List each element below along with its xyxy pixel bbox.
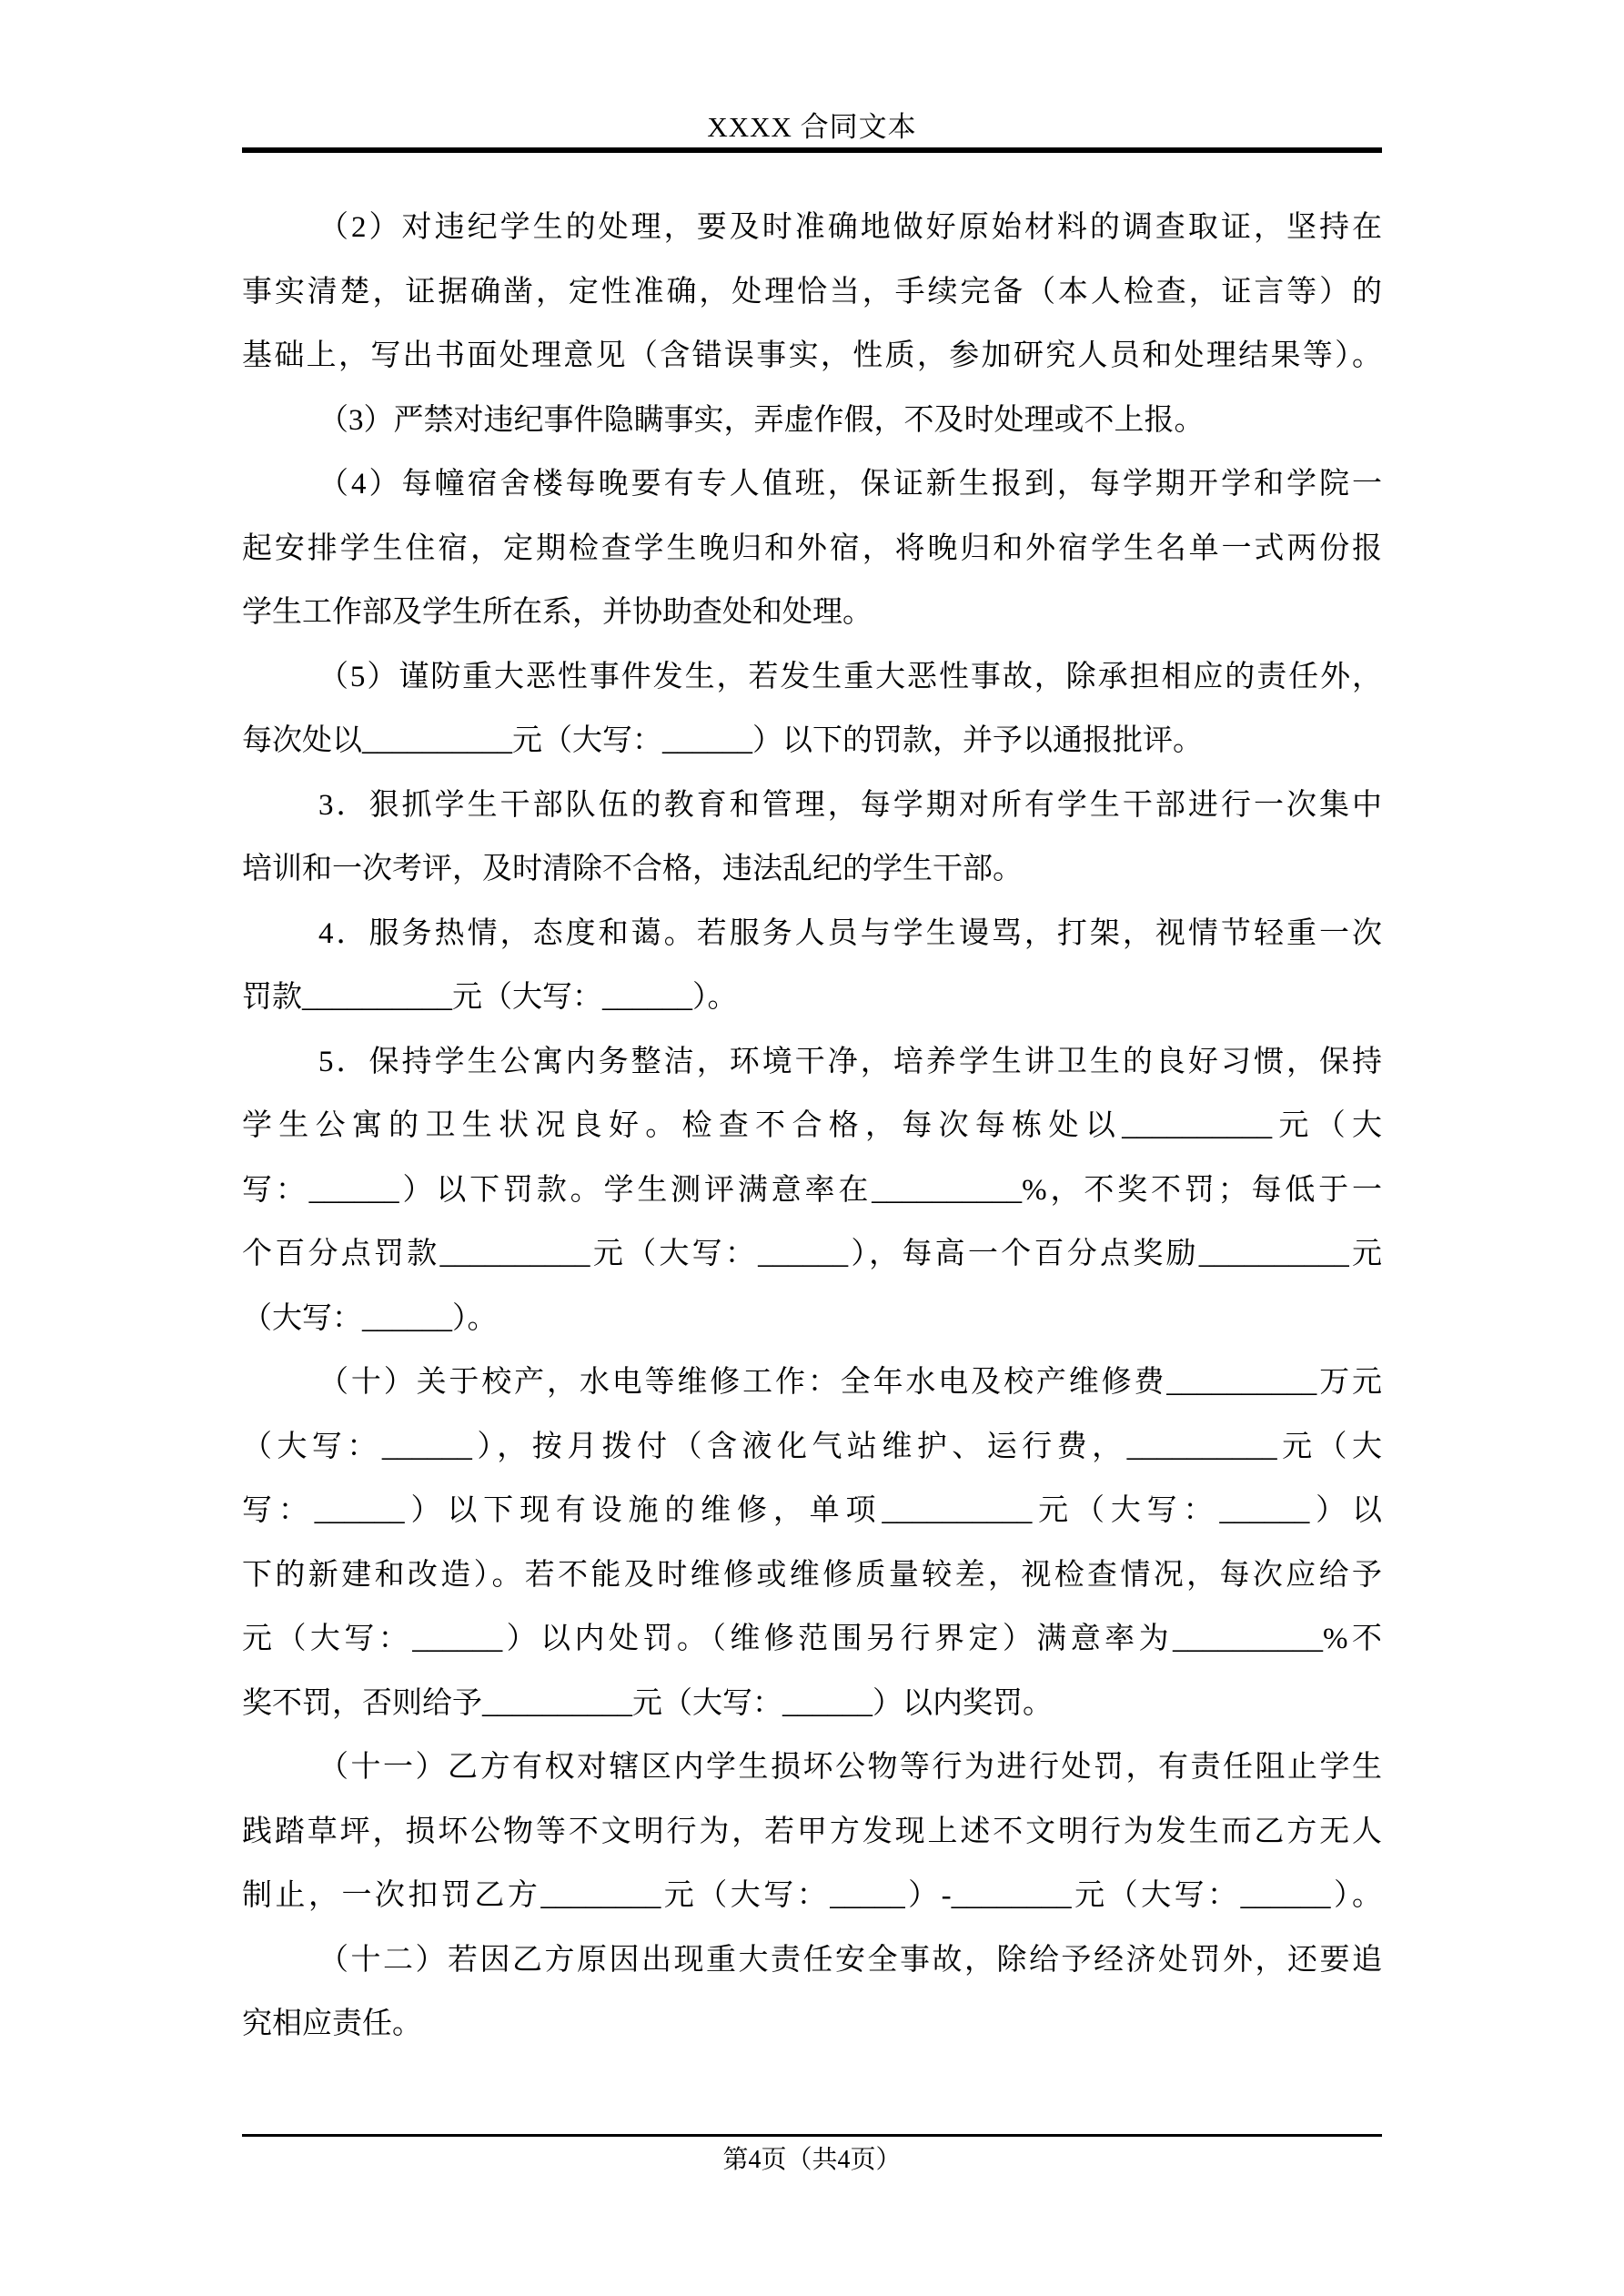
- text-line: 学生公寓的卫生状况良好。检查不合格，每次每栋处以__________元（大: [242, 1109, 1382, 1142]
- text-line: 事实清楚，证据确凿，定性准确，处理恰当，手续完备（本人检查，证言等）的: [242, 275, 1382, 308]
- text-line: 罚款__________元（大写：______）。: [242, 981, 738, 1014]
- text-line: （5）谨防重大恶性事件发生，若发生重大恶性事故，除承担相应的责任外，: [318, 660, 1382, 693]
- text-line: 元（大写：______）以内处罚。（维修范围另行界定）满意率为__________%不: [242, 1623, 1382, 1655]
- text-line: 每次处以__________元（大写：______）以下的罚款，并予以通报批评。: [242, 724, 1203, 757]
- text-line: 奖不罚，否则给予__________元（大写：______）以内奖罚。: [242, 1686, 1053, 1720]
- text-line: （大写：______），按月拨付（含液化气站维护、运行费，__________元（大: [242, 1430, 1382, 1463]
- text-line: 制止，一次扣罚乙方________元（大写：_____）-________元（大写：______）。: [242, 1879, 1382, 1912]
- text-line: 学生工作部及学生所在系，并协助查处和处理。: [242, 596, 873, 629]
- text-line: 个百分点罚款__________元（大写：______），每高一个百分点奖励__________元: [242, 1238, 1382, 1270]
- document-title: XXXX 合同文本: [707, 111, 917, 143]
- text-line: （3）严禁对违纪事件隐瞒事实，弄虚作假，不及时处理或不上报。: [318, 403, 1205, 437]
- text-line: 4．服务热情，态度和蔼。若服务人员与学生谩骂，打架，视情节轻重一次: [318, 916, 1382, 950]
- text-line: （4）每幢宿舍楼每晚要有专人值班，保证新生报到，每学期开学和学院一: [318, 468, 1382, 501]
- footer-rule: [242, 2134, 1382, 2137]
- text-line: 5．保持学生公寓内务整洁，环境干净，培养学生讲卫生的良好习惯，保持: [318, 1045, 1382, 1078]
- text-line: （十）关于校产，水电等维修工作：全年水电及校产维修费__________万元: [318, 1366, 1382, 1399]
- text-line: （十一）乙方有权对辖区内学生损坏公物等行为进行处罚，有责任阻止学生: [318, 1751, 1382, 1784]
- text-line: 起安排学生住宿，定期检查学生晚归和外宿，将晚归和外宿学生名单一式两份报: [242, 531, 1382, 565]
- document-header: [0, 0, 1624, 153]
- document-body: [242, 196, 1382, 2057]
- text-line: （大写：______）。: [242, 1301, 498, 1335]
- text-line: 下的新建和改造）。若不能及时维修或维修质量较差，视检查情况，每次应给予: [242, 1558, 1382, 1592]
- page-number: 第4页（共4页）: [722, 2145, 902, 2174]
- text-line: 3．狠抓学生干部队伍的教育和管理，每学期对所有学生干部进行一次集中: [318, 788, 1382, 822]
- text-line: 写：______）以下罚款。学生测评满意率在__________%，不奖不罚；每低于一: [242, 1173, 1382, 1207]
- text-line: 写：______）以下现有设施的维修，单项__________元（大写：______）以: [242, 1494, 1382, 1527]
- text-line: 践踏草坪，损坏公物等不文明行为，若甲方发现上述不文明行为发生而乙方无人: [242, 1815, 1382, 1848]
- text-line: （十二）若因乙方原因出现重大责任安全事故，除给予经济处罚外，还要追: [318, 1943, 1382, 1977]
- text-line: 究相应责任。: [242, 2008, 422, 2040]
- header-rule: [242, 147, 1382, 153]
- text-line: 培训和一次考评，及时清除不合格，违法乱纪的学生干部。: [242, 853, 1023, 885]
- text-line: 基础上，写出书面处理意见（含错误事实，性质，参加研究人员和处理结果等）。: [242, 339, 1382, 372]
- document-footer: [0, 2134, 1624, 2179]
- text-line: （2）对违纪学生的处理，要及时准确地做好原始材料的调查取证，坚持在: [318, 211, 1382, 244]
